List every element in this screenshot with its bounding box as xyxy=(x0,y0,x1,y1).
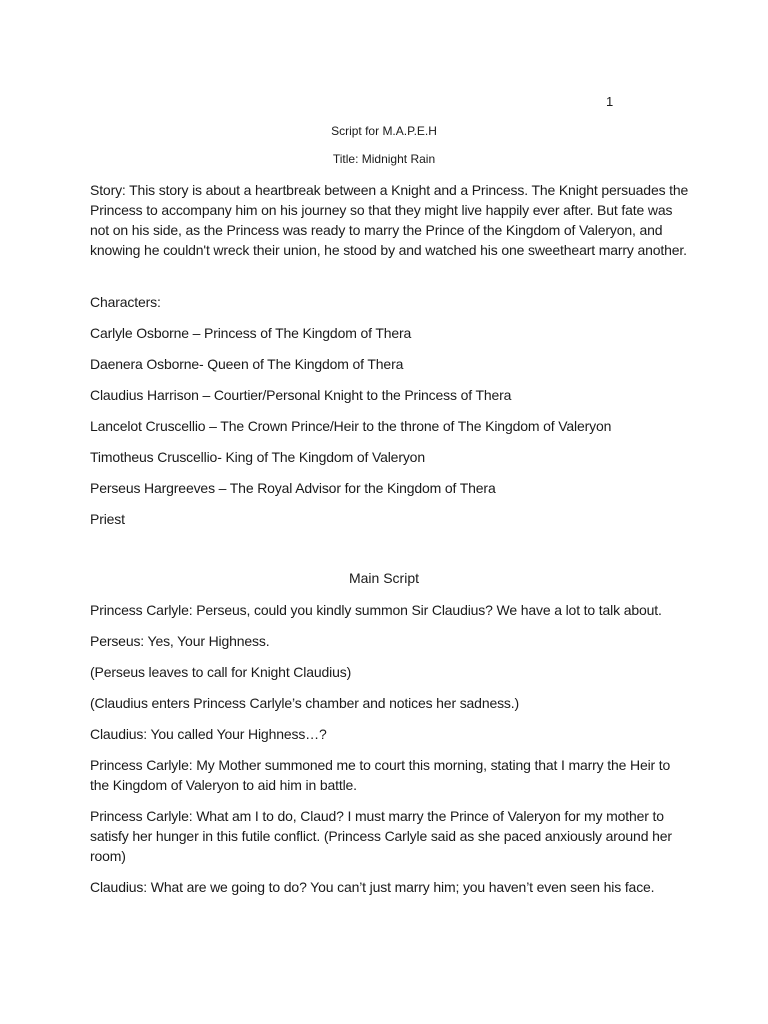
script-line: (Perseus leaves to call for Knight Claudius) xyxy=(90,664,352,680)
main-script-heading: Main Script xyxy=(348,570,420,586)
character-item: Perseus Hargreeves – The Royal Advisor for the Kingdom of Thera xyxy=(90,480,496,496)
character-item: Daenera Osborne- Queen of The Kingdom of Thera xyxy=(90,356,404,372)
script-line: Princess Carlyle: My Mother summoned me to court this morning, stating that I marry the Heir to the Kingdom of Valeryon to aid him in battle. xyxy=(90,757,671,793)
character-item: Priest xyxy=(90,511,125,527)
story-section xyxy=(90,180,690,260)
story-paragraph: Story: This story is about a heartbreak between a Knight and a Princess. The Knight persuades the Princess to accompany him on his journey so that they might live happily ever after. But fate was not on his side, as the Princess was ready to marry the Prince of the Kingdom of Valeryon, and knowing he couldn't wreck their union, he stood by and watched his one sweetheart marry another. xyxy=(90,182,689,258)
character-item: Claudius Harrison – Courtier/Personal Knight to the Princess of Thera xyxy=(90,387,512,403)
characters-heading: Characters: xyxy=(90,294,161,310)
script-line: Princess Carlyle: Perseus, could you kindly summon Sir Claudius? We have a lot to talk about. xyxy=(90,602,662,618)
script-line: Princess Carlyle: What am I to do, Claud? I must marry the Prince of Valeryon for my mother to satisfy her hunger in this futile conflict. (Princess Carlyle said as she paced anxiously around her room) xyxy=(90,808,672,864)
script-line: Claudius: What are we going to do? You can’t just marry him; you haven’t even seen his face. xyxy=(90,879,655,895)
character-item: Carlyle Osborne – Princess of The Kingdom of Thera xyxy=(90,325,412,341)
character-item: Lancelot Cruscellio – The Crown Prince/Heir to the throne of The Kingdom of Valeryon xyxy=(90,418,612,434)
page-number: 1 xyxy=(606,94,614,109)
character-item: Timotheus Cruscellio- King of The Kingdom of Valeryon xyxy=(90,449,425,465)
characters-section xyxy=(90,292,690,540)
script-line: Claudius: You called Your Highness…? xyxy=(90,726,327,742)
script-line: (Claudius enters Princess Carlyle’s chamber and notices her sadness.) xyxy=(90,695,520,711)
script-line: Perseus: Yes, Your Highness. xyxy=(90,633,270,649)
document-title: Title: Midnight Rain xyxy=(332,152,436,166)
main-script-section xyxy=(90,600,690,908)
document-header: Script for M.A.P.E.H xyxy=(331,124,437,138)
